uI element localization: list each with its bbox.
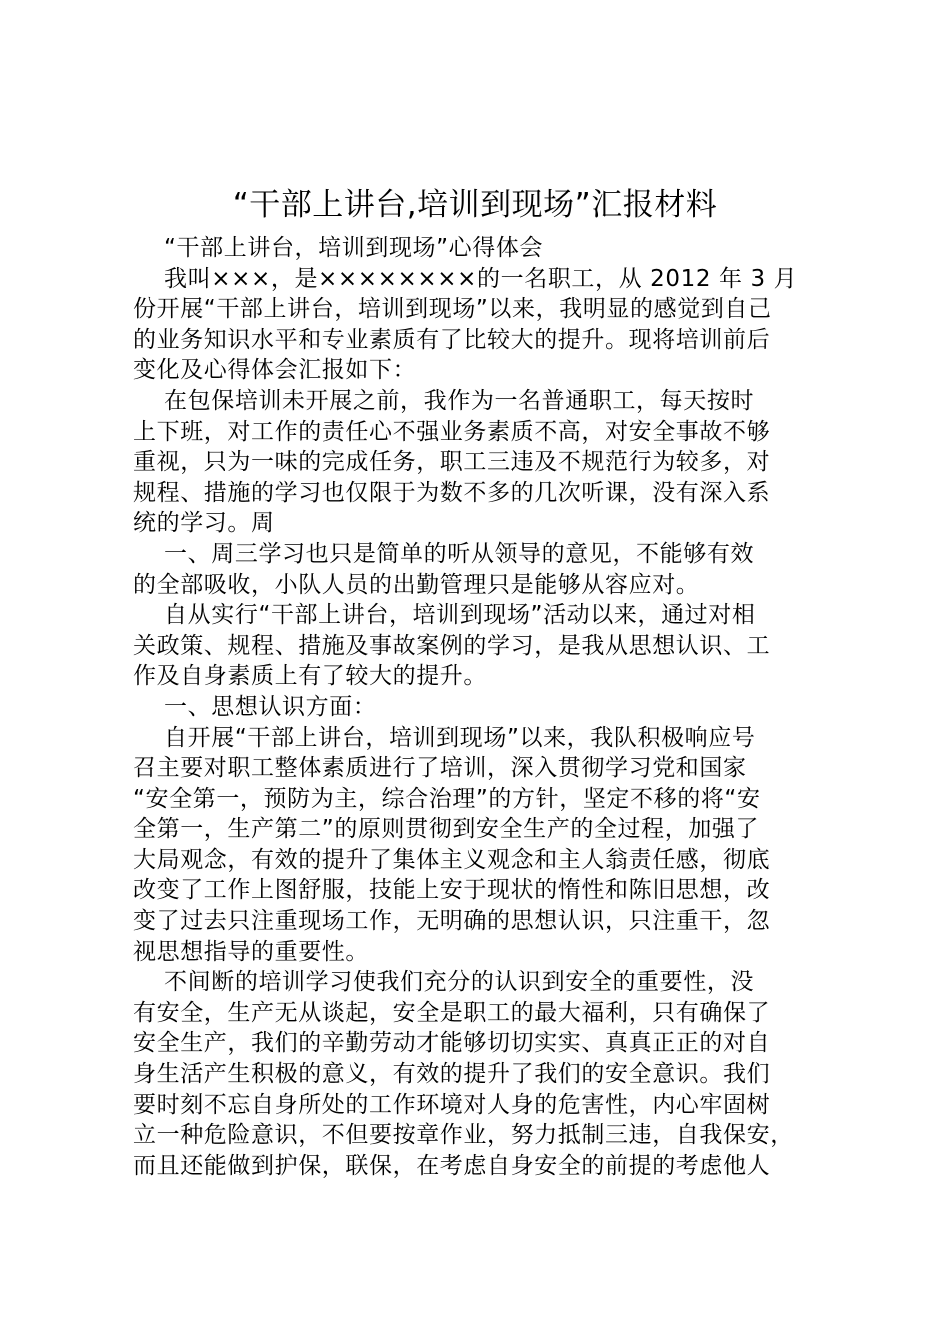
- paragraph: [133, 967, 833, 1181]
- text-line: 上下班，对工作的责任心不强业务素质不高，对安全事故不够: [133, 418, 771, 445]
- text-line: 的全部吸收，小队人员的出勤管理只是能够从容应对。: [133, 571, 700, 598]
- text-line: 视思想指导的重要性。: [133, 938, 369, 965]
- text-line: 而且还能做到护保，联保，在考虑自身安全的前提的考虑他人: [133, 1152, 771, 1179]
- text-line: 的业务知识水平和专业素质有了比较大的提升。现将培训前后: [133, 326, 771, 353]
- text-line: 我叫×××，是××××××××的一名职工，从 2012 年 3 月: [164, 265, 798, 292]
- paragraph: [133, 264, 833, 386]
- paragraph: [133, 386, 833, 539]
- text-line: 规程、措施的学习也仅限于为数不多的几次听课，没有深入系: [133, 479, 771, 506]
- text-line: 统的学习。周: [133, 510, 275, 537]
- text-line: 不间断的培训学习使我们充分的认识到安全的重要性，没: [164, 969, 755, 996]
- text-line: 自从实行“干部上讲台，培训到现场”活动以来，通过对相: [164, 602, 756, 629]
- text-line: “安全第一，预防为主，综合治理”的方针，坚定不移的将“安: [133, 785, 761, 812]
- text-line: 份开展“干部上讲台，培训到现场”以来，我明显的感觉到自己: [133, 296, 772, 323]
- text-line: 全第一，生产第二”的原则贯彻到安全生产的全过程，加强了: [133, 816, 760, 843]
- text-line: 身生活产生积极的意义，有效的提升了我们的安全意识。我们: [133, 1061, 771, 1088]
- text-line: 一、思想认识方面：: [164, 693, 377, 720]
- text-line: 一、周三学习也只是简单的听从领导的意见，不能够有效: [164, 540, 755, 567]
- paragraph: [133, 692, 833, 723]
- text-line: 要时刻不忘自身所处的工作环境对人身的危害性，内心牢固树: [133, 1091, 771, 1118]
- paragraph: [133, 539, 833, 600]
- text-line: 在包保培训未开展之前，我作为一名普通职工，每天按时: [164, 387, 755, 414]
- paragraph: [133, 723, 833, 968]
- text-line: 有安全，生产无从谈起，安全是职工的最大福利，只有确保了: [133, 999, 771, 1026]
- text-line: 变了过去只注重现场工作，无明确的思想认识，只注重干，忽: [133, 908, 771, 935]
- text-line: 大局观念，有效的提升了集体主义观念和主人翁责任感，彻底: [133, 846, 771, 873]
- paragraph: [133, 233, 833, 264]
- text-line: 召主要对职工整体素质进行了培训，深入贯彻学习党和国家: [133, 755, 747, 782]
- text-line: 重视，只为一味的完成任务，职工三违及不规范行为较多，对: [133, 449, 771, 476]
- document-body: [133, 233, 833, 1181]
- text-line: 关政策、规程、措施及事故案例的学习，是我从思想认识、工: [133, 632, 771, 659]
- paragraph: [133, 600, 833, 692]
- text-line: 改变了工作上图舒服，技能上安于现状的惰性和陈旧思想，改: [133, 877, 771, 904]
- text-line: “干部上讲台，培训到现场”心得体会: [164, 235, 544, 261]
- text-line: 自开展“干部上讲台，培训到现场”以来，我队积极响应号: [164, 724, 756, 751]
- text-line: 作及自身素质上有了较大的提升。: [133, 663, 487, 690]
- text-line: 立一种危险意识，不但要按章作业，努力抵制三违，自我保安，: [133, 1122, 794, 1149]
- text-line: 安全生产，我们的辛勤劳动才能够切切实实、真真正正的对自: [133, 1030, 771, 1057]
- document-title: “干部上讲台,培训到现场”汇报材料: [232, 187, 718, 223]
- text-line: 变化及心得体会汇报如下：: [133, 357, 417, 384]
